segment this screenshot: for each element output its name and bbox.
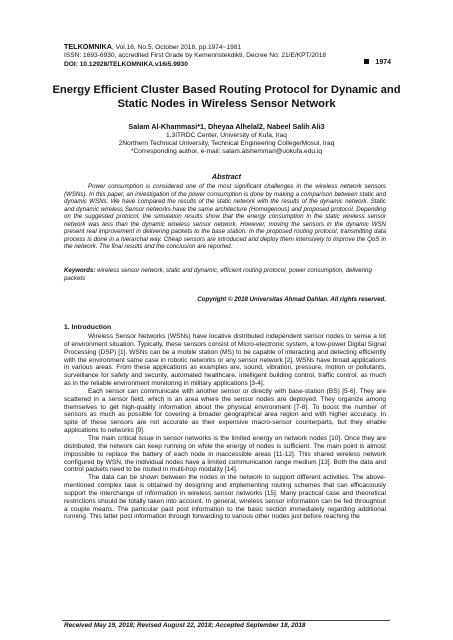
paper-title: Energy Efficient Cluster Based Routing Protocol for Dynamic and Static Nodes in Wireless Sensor Network [52, 84, 401, 110]
keywords [64, 267, 386, 282]
journal-header [64, 42, 394, 69]
journal-name: TELKOMNIKA [64, 42, 112, 51]
section-heading-introduction: 1. Introduction [64, 324, 112, 331]
page-number: 1974 [364, 59, 391, 66]
body-paragraph: Wireless Sensor Networks (WSNs) have locative distributed independent sensor nodes to sense a lot of environment situation. Typically, these sensors consist of Micro-electronic system, a low-power Digital Signal Processing (DSP) [1]. WSNs can be a mobile station (MS) to be capable of interacting and detecting efficiently with the environment same case in robotic networks or any sensor network [2]. WSNs have broad applications in various areas. From these applications as examples are, sound, vibration, pressure, motion or pollutants, surveillance for safety and security, automated healthcare, intelligent building control, traffic control, as much as in the reliable environment monitoring in military applications [3-4]. [64, 333, 386, 388]
author-block [50, 122, 403, 156]
issn-line: ISSN: 1693-6930, accredited First Grade by Kemenristekdikti, Decree No: 21/E/KPT/2018 [64, 52, 327, 60]
received-dates: Received May 19, 2018; Revised August 22, 2018; Accepted September 18, 2018 [64, 622, 306, 629]
abstract-heading: Abstract [211, 172, 242, 181]
doi-line: DOI: 10.12928/TELKOMNIKA.v16i5.9930 [64, 60, 188, 68]
abstract-text: Power consumption is considered one of the most significant challenges in the wireless network sensors (WSNs). In this paper, an investigation of the power consumption is done by making a comparison between static and dynamic WSNs. We have compared the results of the static network with the results of the dynamic network. Static and dynamic wireless Sensor networks have the same architecture (Homogenous) and proposed protocol. Depending on the suggested protocol, the simulation results show that the energy consumption in the static wireless sensor network was less than the dynamic wireless sensor network. However, moving the sensors in the dynamic WSN present real improvement in delivering packets to the base station. In the proposed routing protocol, transmitting data process is done in a hierarchal way. Cheap sensors are introduced and deploy them intensively to improve the QoS in the network. The final results and the conclusion are reported. [64, 183, 386, 251]
body-paragraph: The main critical issue in sensor networks is the limited energy on network nodes [10]. Once they are distributed, the network can keep running on while the energy of nodes is sufficient. The main point is almost impossible to replace the battery of each node in inaccessible areas [11-12]. This shared wireless network configured by WSN, the individual nodes have a limited communication range medium [13]. Both the data and control packets need to be routed in multi-hop modality [14]. [64, 434, 386, 474]
author-names: Salam Al-Khammasi*1, Dheyaa Alhelal2, Nabeel Salih Ali3 [128, 122, 325, 131]
footer-divider [62, 620, 390, 621]
journal-info: , Vol.16, No.5, October 2018, pp.1974~1981 [111, 44, 242, 51]
copyright-notice: Copyright © 2018 Universitas Ahmad Dahlan. All rights reserved. [197, 296, 386, 303]
body-paragraph: The data can be shown between the nodes in the network to support different activities. The above-mentioned complex task is obtained by designing and implementing routing schemes that can efficaciously support the interchange of information in wireless sensor networks [15]. Many practical case and theoretical restrictions should be totally taken into account. In general, wireless sensor information can be fed throughout a couple means. The particular past post information to the basic section immediately regarding additional running. This latter post information through forwarding to various other nodes just before reaching the [64, 474, 386, 521]
affiliation-2: 2Northern Technical University, Technical Engineering College/Mosul, Iraq [118, 139, 335, 147]
corresponding-author: *Corresponding author, e-mail: salam.alshemmari@uokufa.edu.iq [130, 147, 323, 155]
square-bullet-icon [364, 59, 369, 64]
introduction-body [64, 333, 386, 521]
keywords-text: wireless sensor network, static and dynamic, efficient routing protocol, power consumption, delivering packets [64, 267, 372, 282]
affiliation-1: 1,3ITRDC Center, University of Kufa, Iraq [166, 131, 287, 139]
keywords-label: Keywords: [64, 267, 96, 274]
body-paragraph: Each sensor can communicate with another sensor or directly with base-station (BS) [5-6]. They are scattered in a sensor field, which is an area where the sensor nodes are deployed. They organize among themselves to get high-quality information about the physical environment [7-8]. To boost the number of sensors as much as possible for covering a broader geographical area region and with higher accuracy. In spite of these sensors are not accurate as their expensive macro-sensor counterparts, but they enable applications to networks [9]. [64, 387, 386, 435]
